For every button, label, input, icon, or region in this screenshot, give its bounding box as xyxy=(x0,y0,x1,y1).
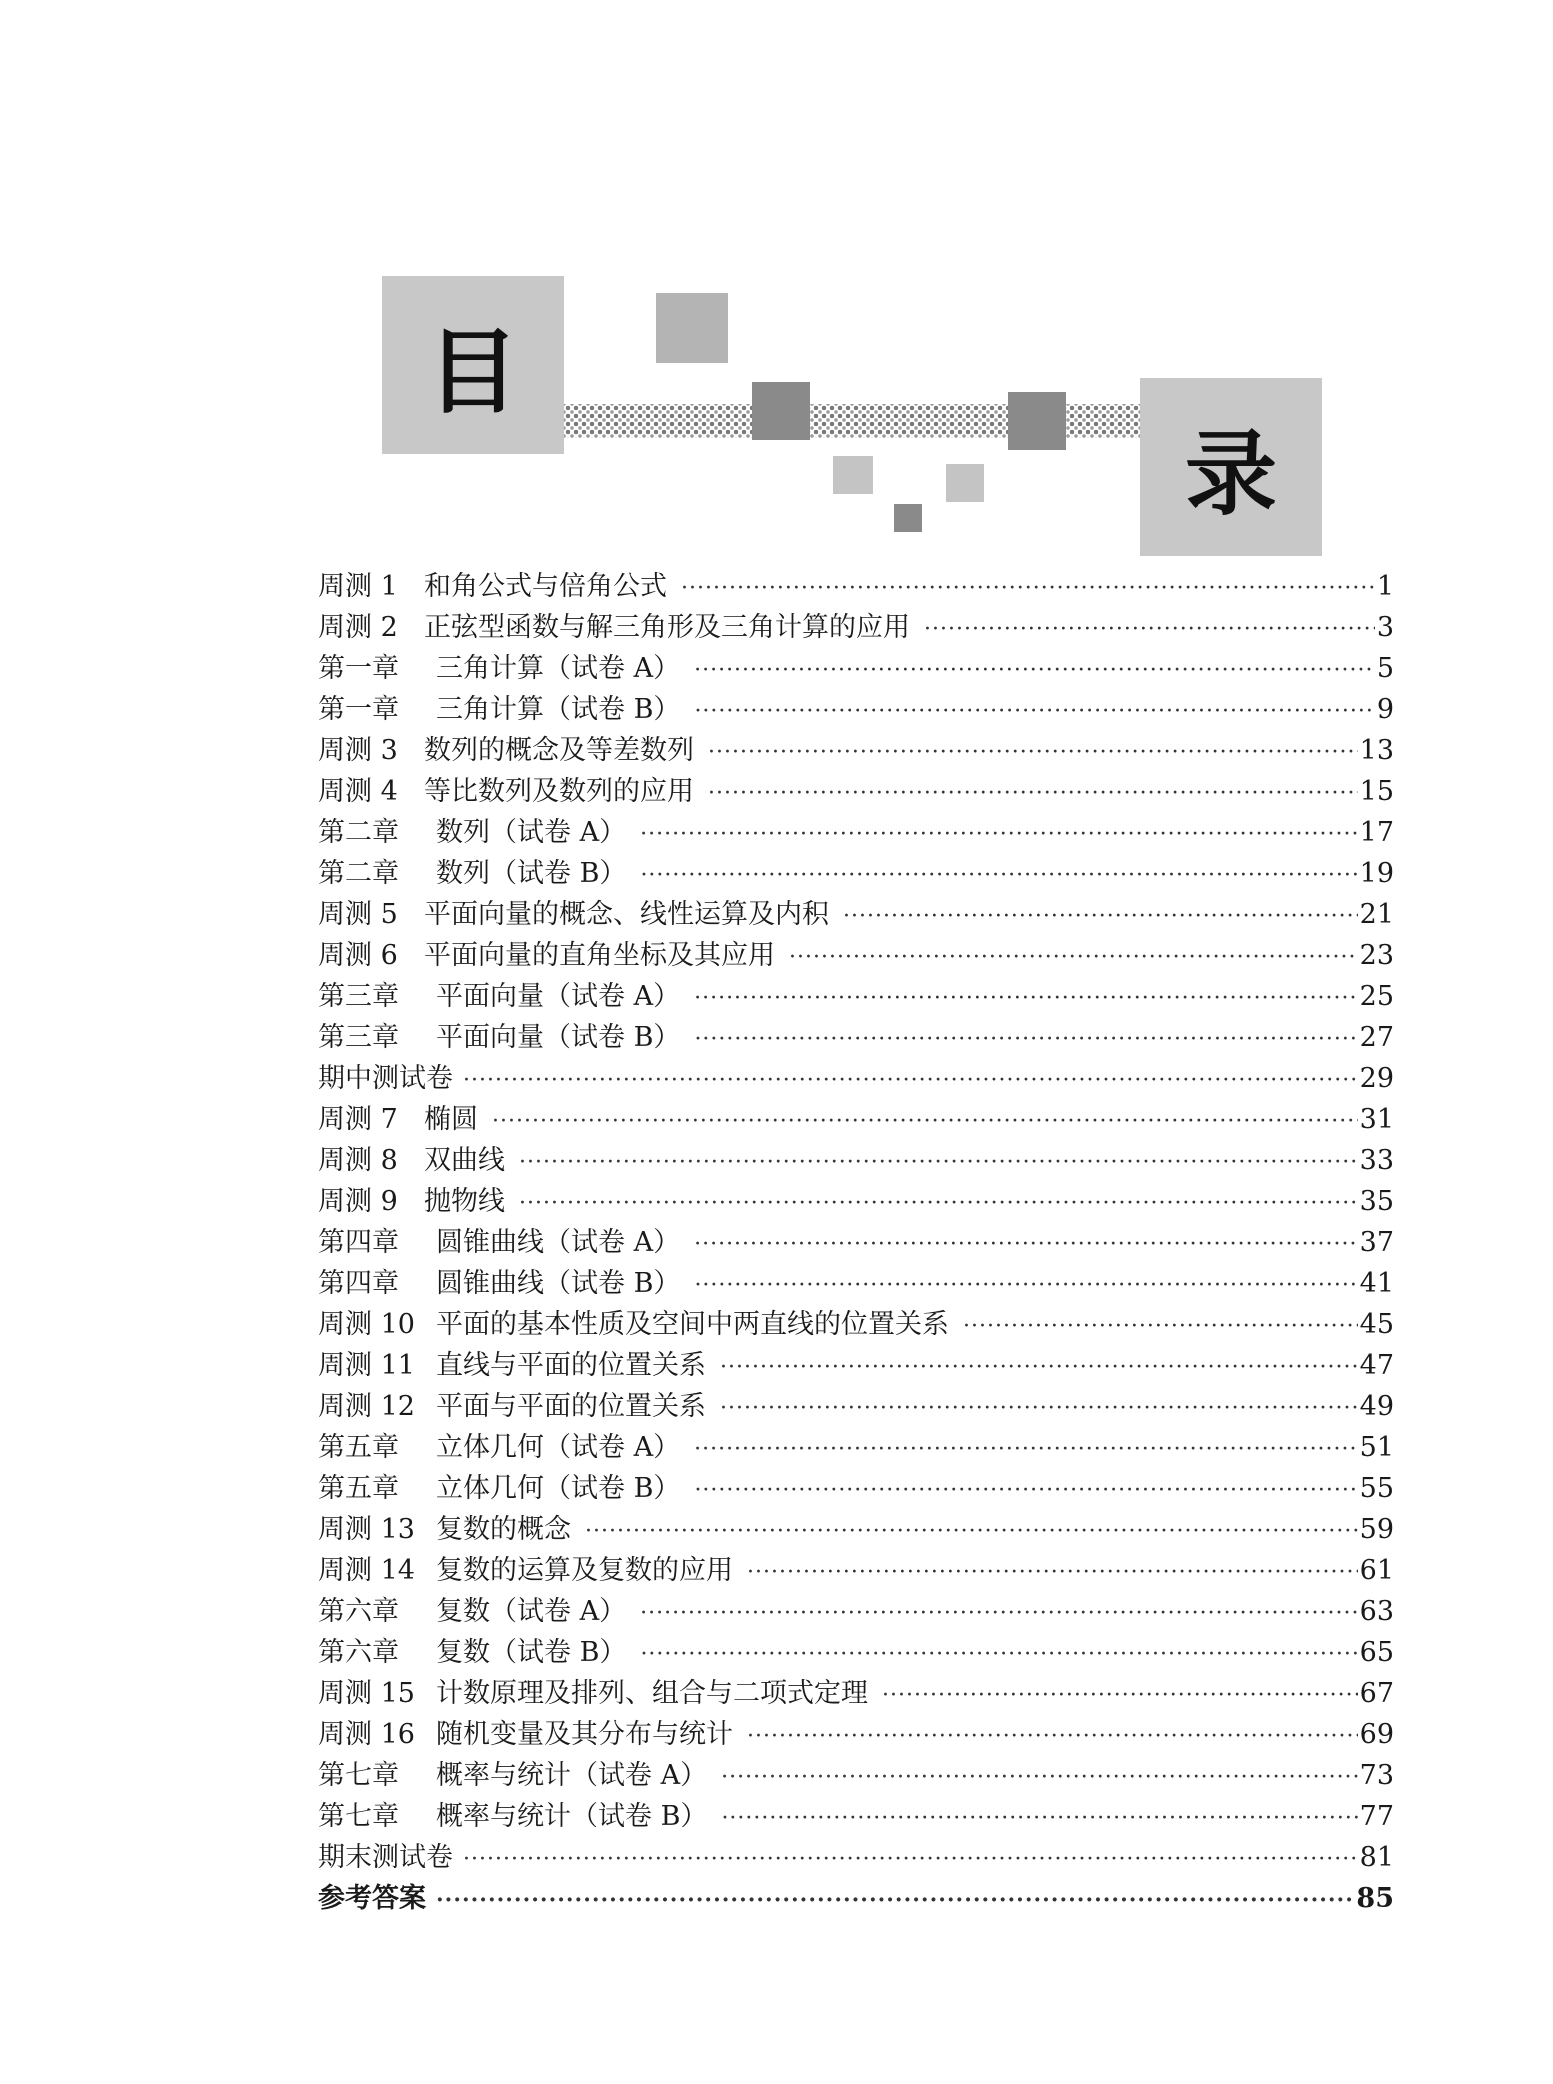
toc-entry-page: 47 xyxy=(1359,1350,1394,1381)
toc-leader-dots xyxy=(720,1388,1358,1429)
toc-entry-number: 第六章 xyxy=(318,1596,399,1627)
toc-entry-page: 5 xyxy=(1376,653,1394,684)
toc-entry-title: 随机变量及其分布与统计 xyxy=(436,1719,733,1750)
toc-entry[interactable] xyxy=(318,1181,1394,1222)
toc-entry[interactable] xyxy=(318,935,1394,976)
toc-leader-dots xyxy=(789,937,1358,978)
toc-leader-dots xyxy=(694,691,1374,732)
toc-leader-dots xyxy=(492,1101,1358,1142)
toc-entry-number: 参考答案 xyxy=(318,1883,426,1914)
toc-entry-number: 周测 16 xyxy=(318,1719,415,1750)
title-box-left xyxy=(382,276,564,454)
toc-entry-title: 椭圆 xyxy=(424,1104,478,1135)
toc-entry[interactable] xyxy=(318,1837,1394,1878)
decor-square-top xyxy=(656,293,728,363)
toc-leader-dots xyxy=(720,1347,1358,1388)
toc-entry-number: 周测 2 xyxy=(318,612,398,643)
toc-entry-title: 平面的基本性质及空间中两直线的位置关系 xyxy=(436,1309,949,1340)
toc-entry[interactable] xyxy=(318,812,1394,853)
toc-entry-title: 数列（试卷 B） xyxy=(436,858,627,889)
toc-entry-number: 第一章 xyxy=(318,694,399,725)
toc-entry-page: 29 xyxy=(1359,1063,1394,1094)
toc-entry-number: 第二章 xyxy=(318,858,399,889)
toc-header xyxy=(0,0,1553,560)
toc-leader-dots xyxy=(585,1511,1358,1552)
toc-entry-number: 第四章 xyxy=(318,1268,399,1299)
toc-entry-page: 9 xyxy=(1376,694,1394,725)
toc-entry-page: 15 xyxy=(1359,776,1394,807)
toc-entry-title: 正弦型函数与解三角形及三角计算的应用 xyxy=(424,612,910,643)
toc-entry[interactable] xyxy=(318,1140,1394,1181)
toc-entry-page: 19 xyxy=(1359,858,1394,889)
toc-leader-dots xyxy=(721,1757,1358,1798)
toc-leader-dots xyxy=(640,1634,1357,1675)
toc-entry-number: 周测 8 xyxy=(318,1145,398,1176)
toc-leader-dots xyxy=(463,1839,1358,1880)
toc-entry-page: 85 xyxy=(1356,1883,1394,1914)
decor-square-small-3 xyxy=(894,504,922,532)
toc-entry[interactable] xyxy=(318,607,1394,648)
toc-entry-number: 周测 9 xyxy=(318,1186,398,1217)
toc-entry[interactable] xyxy=(318,566,1394,607)
toc-entry-page: 1 xyxy=(1376,571,1394,602)
toc-leader-dots xyxy=(694,978,1358,1019)
toc-leader-dots xyxy=(640,855,1357,896)
decor-square-small-1 xyxy=(833,456,873,494)
toc-entry-title: 概率与统计（试卷 B） xyxy=(436,1801,708,1832)
toc-leader-dots xyxy=(747,1552,1358,1593)
toc-entry-page: 65 xyxy=(1359,1637,1394,1668)
toc-entry-title: 平面向量的直角坐标及其应用 xyxy=(424,940,775,971)
toc-entry-title: 和角公式与倍角公式 xyxy=(424,571,667,602)
toc-entry-page: 23 xyxy=(1359,940,1394,971)
title-char-mu: 目 xyxy=(426,319,519,426)
toc-entry[interactable] xyxy=(318,1386,1394,1427)
toc-entry-title: 圆锥曲线（试卷 B） xyxy=(436,1268,681,1299)
toc-entry[interactable] xyxy=(318,1427,1394,1468)
toc-entry-title: 立体几何（试卷 B） xyxy=(436,1473,681,1504)
toc-entry-page: 59 xyxy=(1359,1514,1394,1545)
toc-leader-dots xyxy=(694,1470,1357,1511)
toc-entry-number: 期中测试卷 xyxy=(318,1063,453,1094)
toc-entry-title: 直线与平面的位置关系 xyxy=(436,1350,706,1381)
toc-entry[interactable] xyxy=(318,894,1394,935)
toc-entry-number: 第七章 xyxy=(318,1760,399,1791)
toc-entry[interactable] xyxy=(318,1263,1394,1304)
title-box-right xyxy=(1140,378,1322,556)
toc-entry-title: 复数的运算及复数的应用 xyxy=(436,1555,733,1586)
toc-entry-page: 77 xyxy=(1359,1801,1394,1832)
toc-leader-dots xyxy=(694,1224,1358,1265)
toc-entry-title: 等比数列及数列的应用 xyxy=(424,776,694,807)
decor-square-strip-1 xyxy=(752,382,810,440)
toc-leader-dots xyxy=(436,1880,1354,1921)
toc-entry-page: 69 xyxy=(1359,1719,1394,1750)
toc-entry-title: 复数（试卷 B） xyxy=(436,1637,627,1668)
toc-entry-page: 35 xyxy=(1359,1186,1394,1217)
toc-entry-title: 抛物线 xyxy=(424,1186,505,1217)
toc-entry[interactable] xyxy=(318,1550,1394,1591)
toc-entry-page: 61 xyxy=(1359,1555,1394,1586)
toc-entry-title: 平面与平面的位置关系 xyxy=(436,1391,706,1422)
toc-leader-dots xyxy=(924,609,1375,650)
toc-entry-page: 13 xyxy=(1359,735,1394,766)
toc-entry-title: 立体几何（试卷 A） xyxy=(436,1432,681,1463)
toc-entry[interactable] xyxy=(318,1632,1394,1673)
toc-entry[interactable] xyxy=(318,1222,1394,1263)
toc-entry-number: 周测 13 xyxy=(318,1514,415,1545)
toc-entry[interactable] xyxy=(318,771,1394,812)
decor-square-small-2 xyxy=(946,464,984,502)
toc-leader-dots xyxy=(694,1019,1357,1060)
toc-entry-number: 期末测试卷 xyxy=(318,1842,453,1873)
toc-entry-title: 平面向量的概念、线性运算及内积 xyxy=(424,899,829,930)
toc-entry-number: 周测 10 xyxy=(318,1309,415,1340)
toc-entry-number: 第四章 xyxy=(318,1227,399,1258)
toc-entry-number: 周测 14 xyxy=(318,1555,415,1586)
toc-leader-dots xyxy=(640,1593,1358,1634)
toc-leader-dots xyxy=(708,732,1358,773)
toc-entry-page: 51 xyxy=(1359,1432,1394,1463)
toc-entry-number: 周测 4 xyxy=(318,776,398,807)
toc-entry[interactable] xyxy=(318,1058,1394,1099)
table-of-contents xyxy=(318,566,1394,1919)
toc-entry[interactable] xyxy=(318,1345,1394,1386)
toc-leader-dots xyxy=(694,1265,1357,1306)
toc-entry-page: 33 xyxy=(1359,1145,1394,1176)
toc-entry-title: 复数的概念 xyxy=(436,1514,571,1545)
toc-entry-page: 81 xyxy=(1359,1842,1394,1873)
toc-entry[interactable] xyxy=(318,1755,1394,1796)
decor-square-strip-2 xyxy=(1008,392,1066,450)
toc-leader-dots xyxy=(963,1306,1358,1347)
toc-leader-dots xyxy=(721,1798,1357,1839)
toc-leader-dots xyxy=(519,1142,1358,1183)
toc-entry-page: 63 xyxy=(1359,1596,1394,1627)
toc-entry-page: 41 xyxy=(1359,1268,1394,1299)
toc-entry[interactable] xyxy=(318,1509,1394,1550)
toc-entry[interactable] xyxy=(318,1796,1394,1837)
toc-entry-number: 周测 5 xyxy=(318,899,398,930)
toc-entry-title: 数列（试卷 A） xyxy=(436,817,627,848)
toc-leader-dots xyxy=(463,1060,1358,1101)
toc-leader-dots xyxy=(681,568,1375,609)
toc-entry-number: 第三章 xyxy=(318,1022,399,1053)
toc-entry-number: 第三章 xyxy=(318,981,399,1012)
toc-entry-number: 周测 7 xyxy=(318,1104,398,1135)
toc-leader-dots xyxy=(747,1716,1358,1757)
toc-entry-number: 周测 15 xyxy=(318,1678,415,1709)
toc-entry-number: 周测 6 xyxy=(318,940,398,971)
toc-entry[interactable] xyxy=(318,853,1394,894)
toc-entry-page: 27 xyxy=(1359,1022,1394,1053)
toc-entry-page: 37 xyxy=(1359,1227,1394,1258)
toc-entry-title: 平面向量（试卷 A） xyxy=(436,981,681,1012)
toc-entry-number: 周测 1 xyxy=(318,571,398,602)
toc-entry[interactable] xyxy=(318,730,1394,771)
toc-leader-dots xyxy=(708,773,1358,814)
toc-entry[interactable] xyxy=(318,1099,1394,1140)
toc-entry-page: 17 xyxy=(1359,817,1394,848)
toc-entry-number: 第七章 xyxy=(318,1801,399,1832)
toc-entry-page: 25 xyxy=(1359,981,1394,1012)
toc-entry[interactable] xyxy=(318,648,1394,689)
toc-entry[interactable] xyxy=(318,689,1394,730)
toc-entry-number: 第二章 xyxy=(318,817,399,848)
toc-entry[interactable] xyxy=(318,1714,1394,1755)
toc-leader-dots xyxy=(843,896,1358,937)
toc-entry-title: 计数原理及排列、组合与二项式定理 xyxy=(436,1678,868,1709)
toc-entry-page: 45 xyxy=(1359,1309,1394,1340)
toc-entry-page: 49 xyxy=(1359,1391,1394,1422)
toc-leader-dots xyxy=(694,1429,1358,1470)
toc-entry-title: 双曲线 xyxy=(424,1145,505,1176)
toc-leader-dots xyxy=(882,1675,1358,1716)
toc-leader-dots xyxy=(694,650,1375,691)
toc-entry-number: 周测 3 xyxy=(318,735,398,766)
toc-leader-dots xyxy=(640,814,1358,855)
title-char-lu: 录 xyxy=(1184,421,1277,528)
toc-entry-page: 21 xyxy=(1359,899,1394,930)
toc-entry-page: 73 xyxy=(1359,1760,1394,1791)
toc-entry-number: 周测 11 xyxy=(318,1350,415,1381)
toc-entry[interactable] xyxy=(318,1468,1394,1509)
toc-leader-dots xyxy=(519,1183,1358,1224)
toc-entry-number: 第一章 xyxy=(318,653,399,684)
toc-entry-page: 31 xyxy=(1359,1104,1394,1135)
toc-entry-number: 周测 12 xyxy=(318,1391,415,1422)
toc-entry[interactable] xyxy=(318,1878,1394,1919)
toc-entry-title: 平面向量（试卷 B） xyxy=(436,1022,681,1053)
toc-entry-title: 三角计算（试卷 A） xyxy=(436,653,681,684)
toc-entry-title: 概率与统计（试卷 A） xyxy=(436,1760,708,1791)
toc-entry[interactable] xyxy=(318,1673,1394,1714)
toc-entry-title: 三角计算（试卷 B） xyxy=(436,694,681,725)
toc-entry[interactable] xyxy=(318,1591,1394,1632)
toc-entry-page: 3 xyxy=(1376,612,1394,643)
toc-entry-number: 第五章 xyxy=(318,1473,399,1504)
toc-entry-title: 圆锥曲线（试卷 A） xyxy=(436,1227,681,1258)
toc-entry[interactable] xyxy=(318,976,1394,1017)
toc-entry-title: 复数（试卷 A） xyxy=(436,1596,627,1627)
toc-entry-page: 55 xyxy=(1359,1473,1394,1504)
toc-entry[interactable] xyxy=(318,1017,1394,1058)
toc-entry-number: 第六章 xyxy=(318,1637,399,1668)
toc-entry-number: 第五章 xyxy=(318,1432,399,1463)
toc-entry-page: 67 xyxy=(1359,1678,1394,1709)
toc-entry[interactable] xyxy=(318,1304,1394,1345)
toc-entry-title: 数列的概念及等差数列 xyxy=(424,735,694,766)
